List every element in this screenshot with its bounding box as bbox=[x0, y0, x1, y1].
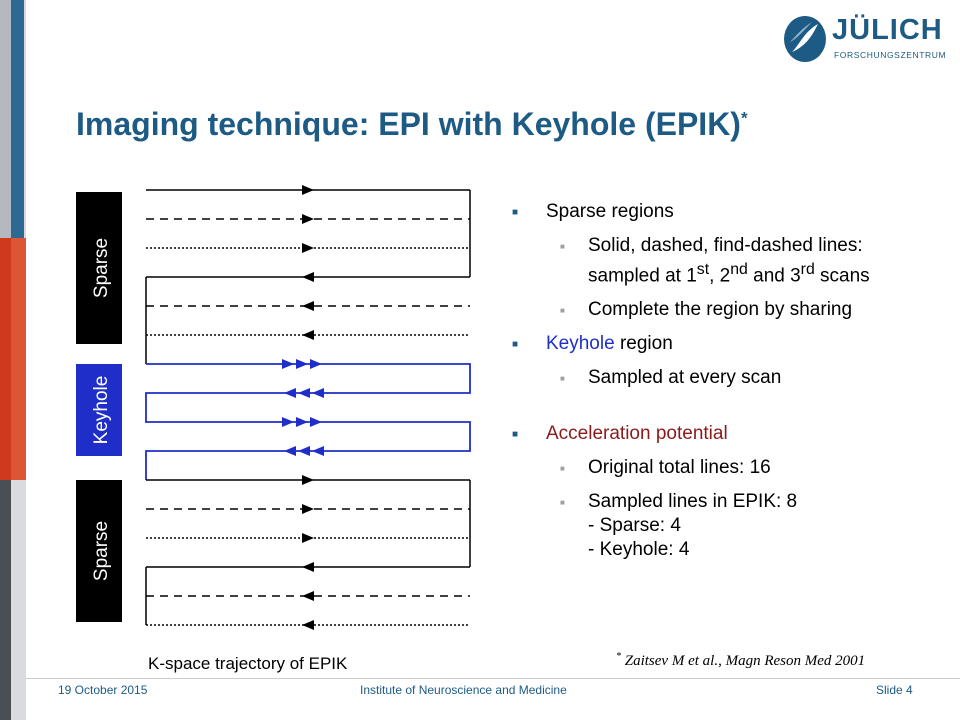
acceleration-heading: Acceleration potential bbox=[546, 423, 728, 445]
side-stripe-light bbox=[24, 0, 26, 238]
scans-suffix: scans bbox=[814, 265, 870, 287]
bullet-acceleration bbox=[510, 422, 950, 446]
bullet-sparse-regions bbox=[510, 200, 950, 224]
keyhole-arrows bbox=[282, 359, 324, 456]
sup-nd: nd bbox=[730, 261, 748, 278]
sparse-bottom-label: Sparse bbox=[91, 520, 112, 582]
reference-mark: * bbox=[616, 651, 621, 662]
sparse-top-arrows bbox=[302, 185, 314, 340]
keyhole-sub-text: Sampled at every scan bbox=[588, 367, 782, 389]
scans-sep2: and 3 bbox=[747, 265, 801, 287]
footer-divider bbox=[26, 678, 960, 679]
side-stripe-blue bbox=[11, 0, 24, 238]
kspace-trajectory-svg bbox=[70, 180, 490, 640]
bullet-keyhole-region bbox=[510, 332, 950, 356]
bullet-original-lines bbox=[510, 456, 950, 480]
kspace-diagram bbox=[70, 180, 490, 645]
sparse-lines-text: ■ Solid, dashed, find-dashed lines: bbox=[588, 235, 863, 256]
sparse-bottom-lines bbox=[146, 480, 470, 625]
sparse-bottom-arrows bbox=[302, 475, 314, 630]
keyhole-label: Keyhole bbox=[91, 375, 112, 445]
julich-logo-icon bbox=[782, 14, 828, 64]
sup-rd: rd bbox=[800, 261, 815, 278]
footer-institute: Institute of Neuroscience and Medicine bbox=[360, 683, 567, 697]
side-stripe-gray bbox=[0, 0, 11, 238]
title-text: Imaging technique: EPI with Keyhole (EPIK) bbox=[76, 106, 741, 142]
logo-subtitle: FORSCHUNGSZENTRUM bbox=[834, 50, 947, 60]
scans-sep1: , 2 bbox=[709, 265, 731, 287]
sparse-count-text: - Sparse: 4 bbox=[588, 515, 681, 537]
side-stripe-orange bbox=[11, 238, 26, 480]
sparse-scans-text bbox=[588, 258, 950, 288]
keyhole-keyword: Keyhole bbox=[546, 333, 615, 355]
scans-prefix: sampled at 1 bbox=[588, 265, 697, 287]
footer-date: 19 October 2015 bbox=[58, 683, 148, 697]
keyhole-rest: region bbox=[614, 333, 673, 355]
bullet-sampled-lines bbox=[510, 490, 950, 562]
title-footnote-mark: * bbox=[740, 108, 748, 128]
reference-text: Zaitsev M et al., Magn Reson Med 2001 bbox=[621, 653, 866, 669]
bullet-spacer bbox=[510, 400, 950, 422]
keyhole-count-text: - Keyhole: 4 bbox=[588, 539, 690, 561]
sampled-lines-text: ■ Sampled lines in EPIK: 8 bbox=[588, 491, 798, 513]
original-lines-text: Original total lines: 16 bbox=[588, 457, 771, 479]
sup-st: st bbox=[696, 261, 710, 278]
sparse-top-label: Sparse bbox=[91, 237, 112, 299]
page-title bbox=[76, 106, 748, 143]
side-stripe-dark bbox=[0, 480, 11, 720]
logo-wordmark: JÜLICH bbox=[832, 14, 943, 46]
reference-citation bbox=[616, 651, 865, 670]
sparse-complete-text: Complete the region by sharing bbox=[588, 299, 853, 321]
side-stripe-gray-bottom bbox=[11, 480, 26, 720]
bullet-sparse-heading: Sparse regions bbox=[546, 201, 674, 222]
bullet-keyhole-sub bbox=[510, 366, 950, 390]
bullet-sparse-complete bbox=[510, 298, 950, 322]
julich-logo bbox=[782, 12, 947, 68]
footer-slide-number: Slide 4 bbox=[876, 683, 913, 697]
bullet-sparse-lines bbox=[510, 234, 950, 288]
diagram-caption: K-space trajectory of EPIK bbox=[148, 654, 348, 673]
bullet-list bbox=[510, 200, 950, 572]
